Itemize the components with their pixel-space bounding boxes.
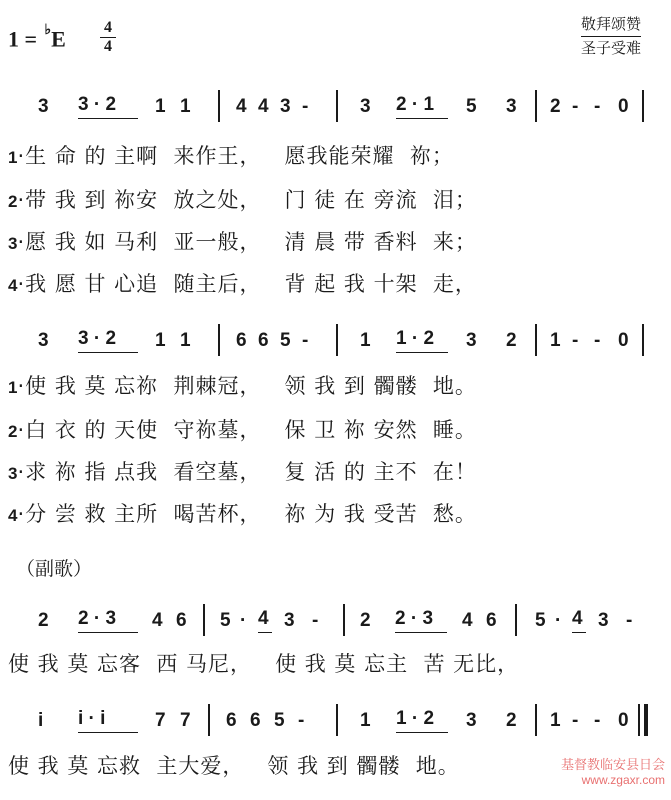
notation-line-3 — [0, 606, 671, 636]
note: 2 — [105, 94, 117, 115]
note: 1 — [180, 330, 191, 351]
dash: - — [572, 710, 579, 731]
final-barline-thick — [644, 704, 648, 736]
note: 4 — [258, 606, 272, 633]
note: 4 — [236, 96, 247, 117]
verse-number: 1 — [8, 378, 18, 397]
note: 1 — [396, 708, 407, 729]
note: 1 — [550, 330, 561, 351]
note: 6 — [258, 330, 269, 351]
note: 3 — [78, 94, 89, 115]
time-signature — [100, 20, 116, 55]
lyric-text: 我 愿 甘 心追 随主后， 背 起 我 十架 走， — [25, 272, 477, 296]
note: 2 — [395, 608, 406, 629]
lyric-text: 使 我 莫 忘祢 荆棘冠， 领 我 到 髑髅 地。 — [25, 374, 477, 398]
note: 3 — [38, 96, 49, 117]
note: 5 — [220, 610, 231, 631]
note: 6 — [236, 330, 247, 351]
note: 2 — [506, 330, 517, 351]
note: 4 — [152, 610, 163, 631]
barline — [218, 324, 220, 356]
note: 3 — [360, 96, 371, 117]
note: 3 — [506, 96, 517, 117]
dash: - — [594, 96, 601, 117]
note: 3 — [422, 608, 434, 629]
note: 7 — [180, 710, 191, 731]
verse-lyric: 1·使 我 莫 忘祢 荆棘冠， 领 我 到 髑髅 地。 — [8, 374, 477, 398]
verse-lyric: 2·白 衣 的 天使 守祢墓， 保 卫 祢 安然 睡。 — [8, 418, 477, 442]
barline — [336, 324, 338, 356]
note: 3 — [78, 328, 89, 349]
note: 2 — [38, 610, 49, 631]
dash: - — [594, 710, 601, 731]
barline — [515, 604, 517, 636]
verse-number: 2 — [8, 192, 18, 211]
dash: - — [312, 610, 319, 631]
barline — [535, 704, 537, 736]
note: 1 — [550, 710, 561, 731]
lyric-text: 愿 我 如 马利 亚一般， 清 晨 带 香料 来； — [25, 230, 477, 254]
key-signature — [8, 23, 66, 52]
rest: 0 — [618, 710, 629, 731]
note: 2 — [506, 710, 517, 731]
note: 5 — [274, 710, 285, 731]
note: 1 — [360, 710, 371, 731]
dash: - — [302, 96, 309, 117]
barline — [203, 604, 205, 636]
note: 2 — [550, 96, 561, 117]
chorus-label: （副歌） — [16, 558, 93, 580]
note: 4 — [572, 606, 586, 633]
dash: - — [298, 710, 305, 731]
lyric-text: 白 衣 的 天使 守祢墓， 保 卫 祢 安然 睡。 — [25, 418, 477, 442]
notation-line-4 — [0, 706, 671, 736]
final-barline-thin — [638, 704, 640, 736]
category-label — [581, 14, 641, 58]
note-group: 1 · 2 — [396, 326, 448, 353]
note-high: i — [78, 708, 84, 729]
watermark — [561, 758, 665, 788]
category-sub: 圣子受难 — [580, 39, 641, 57]
verse-number: 1 — [8, 148, 18, 167]
barline — [208, 704, 210, 736]
note: 1 — [155, 330, 166, 351]
note: 6 — [250, 710, 261, 731]
note-group: 2 · 3 — [78, 606, 138, 633]
rest: 0 — [618, 330, 629, 351]
note: 4 — [258, 96, 269, 117]
note: 3 — [598, 610, 609, 631]
verse-lyric: 3·求 祢 指 点我 看空墓， 复 活 的 主不 在！ — [8, 460, 477, 484]
note-group: i · i — [78, 706, 138, 733]
note: 1 — [423, 94, 435, 115]
key-prefix: 1 = — [8, 26, 43, 52]
verse-lyric: 3·愿 我 如 马利 亚一般， 清 晨 带 香料 来； — [8, 230, 477, 254]
category-divider — [581, 36, 641, 37]
dot: · — [555, 610, 562, 631]
verse-number: 4 — [8, 276, 18, 295]
note: 2 — [360, 610, 371, 631]
barline — [343, 604, 345, 636]
verse-lyric: 1·生 命 的 主啊 来作王， 愿我能荣耀 祢； — [8, 144, 454, 168]
lyric-text: 分 尝 救 主所 喝苦杯， 祢 为 我 受苦 愁。 — [25, 502, 477, 526]
note-high: i — [38, 710, 44, 731]
note: 2 — [396, 94, 407, 115]
flat-icon: ♭ — [44, 23, 52, 38]
barline — [218, 90, 220, 122]
note: 6 — [486, 610, 497, 631]
barline — [535, 90, 537, 122]
note: 2 — [423, 328, 435, 349]
chorus-lyric: 使 我 莫 忘客 西 马尼， 使 我 莫 忘主 苦 无比， — [8, 652, 520, 676]
note: 7 — [155, 710, 166, 731]
note-group: 1 · 2 — [396, 706, 448, 733]
dash: - — [572, 330, 579, 351]
verse-number: 3 — [8, 464, 18, 483]
lyric-text: 求 祢 指 点我 看空墓， 复 活 的 主不 在！ — [25, 460, 477, 484]
note: 3 — [466, 710, 477, 731]
note-group: 3 · 2 — [78, 326, 138, 353]
verse-number: 2 — [8, 422, 18, 441]
verse-lyric: 4·分 尝 救 主所 喝苦杯， 祢 为 我 受苦 愁。 — [8, 502, 477, 526]
note-high: i — [100, 708, 106, 729]
key-letter: E — [51, 26, 66, 52]
note-group: 2 · 3 — [395, 606, 447, 633]
note: 1 — [396, 328, 407, 349]
note: 6 — [226, 710, 237, 731]
note: 2 — [105, 328, 117, 349]
note: 5 — [280, 330, 291, 351]
dash: - — [594, 330, 601, 351]
barline — [642, 324, 644, 356]
note: 5 — [466, 96, 477, 117]
note: 3 — [105, 608, 117, 629]
barline — [336, 704, 338, 736]
dash: - — [626, 610, 633, 631]
note: 1 — [360, 330, 371, 351]
verse-number: 4 — [8, 506, 18, 525]
note: 1 — [180, 96, 191, 117]
verse-number: 3 — [8, 234, 18, 253]
notation-line-2 — [0, 326, 671, 356]
note: 3 — [38, 330, 49, 351]
note: 2 — [78, 608, 89, 629]
chorus-lyric: 使 我 莫 忘救 主大爱， 领 我 到 髑髅 地。 — [8, 754, 460, 778]
rest: 0 — [618, 96, 629, 117]
dot: · — [240, 610, 247, 631]
time-top: 4 — [104, 19, 112, 36]
barline — [535, 324, 537, 356]
note-group: 3 · 2 — [78, 92, 138, 119]
verse-lyric: 4·我 愿 甘 心追 随主后， 背 起 我 十架 走， — [8, 272, 477, 296]
time-bottom: 4 — [104, 38, 112, 55]
note: 3 — [280, 96, 291, 117]
watermark-url: www.zgaxr.com — [581, 773, 665, 787]
lyric-text: 生 命 的 主啊 来作王， 愿我能荣耀 祢； — [25, 144, 454, 168]
note: 2 — [423, 708, 435, 729]
note: 6 — [176, 610, 187, 631]
lyric-text: 带 我 到 祢安 放之处， 门 徒 在 旁流 泪； — [25, 188, 477, 212]
note-group: 2 · 1 — [396, 92, 448, 119]
dash: - — [302, 330, 309, 351]
barline — [336, 90, 338, 122]
note: 3 — [466, 330, 477, 351]
note: 4 — [462, 610, 473, 631]
notation-line-1 — [0, 92, 671, 122]
note: 5 — [535, 610, 546, 631]
note: 3 — [284, 610, 295, 631]
watermark-text: 基督教临安县日会 — [560, 758, 665, 773]
verse-lyric: 2·带 我 到 祢安 放之处， 门 徒 在 旁流 泪； — [8, 188, 477, 212]
note: 1 — [155, 96, 166, 117]
category-main: 敬拜颂赞 — [580, 15, 641, 33]
dash: - — [572, 96, 579, 117]
barline — [642, 90, 644, 122]
